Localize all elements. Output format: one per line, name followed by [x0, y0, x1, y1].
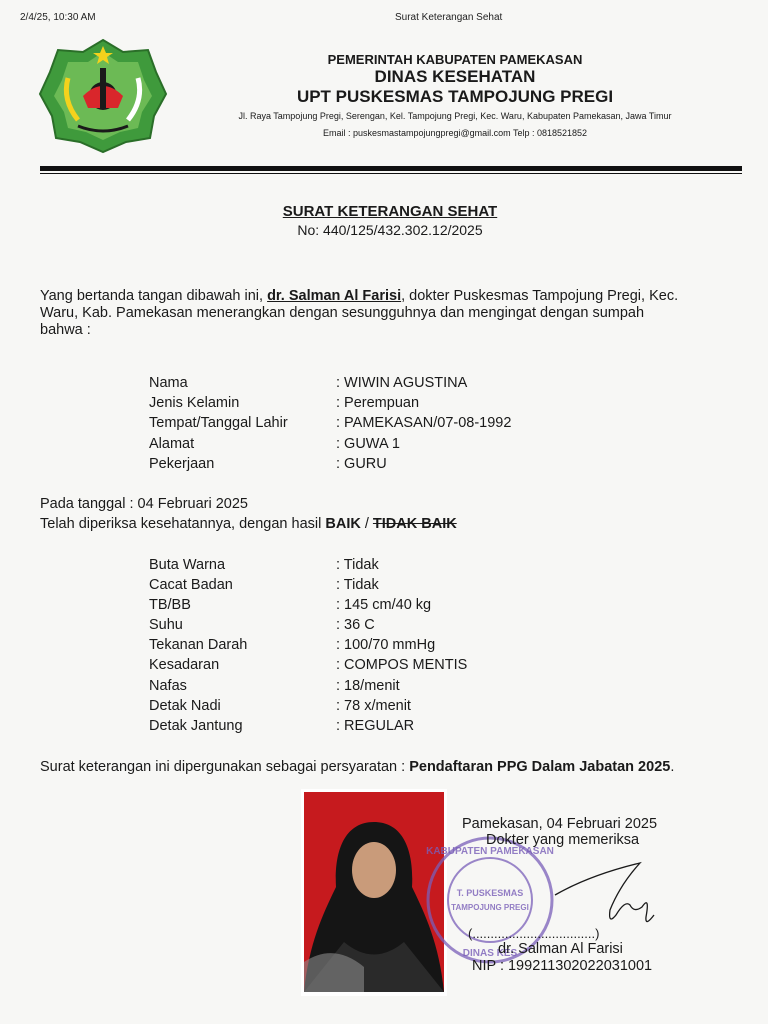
- identity-value: : GURU: [336, 456, 387, 472]
- health-value: : COMPOS MENTIS: [336, 657, 468, 673]
- kop-line1: PEMERINTAH KABUPATEN PAMEKASAN: [327, 52, 583, 67]
- health-value: : 78 x/menit: [336, 698, 411, 714]
- header-rule-thin: [40, 173, 742, 174]
- identity-value: : PAMEKASAN/07-08-1992: [336, 415, 512, 431]
- stamp-inner2: TAMPOJUNG PREGI: [451, 903, 529, 912]
- signer-name: dr. Salman Al Farisi: [498, 941, 623, 957]
- document-number: No: 440/125/432.302.12/2025: [297, 222, 483, 238]
- health-label: Tekanan Darah: [149, 637, 248, 653]
- identity-label: Alamat: [149, 436, 195, 452]
- regency-logo: [38, 38, 168, 154]
- health-label: Detak Nadi: [149, 698, 221, 714]
- result-good: BAIK: [325, 516, 361, 532]
- handwritten-signature: [550, 855, 670, 935]
- kop-line3: UPT PUSKESMAS TAMPOJUNG PREGI: [296, 87, 614, 106]
- sign-role: Dokter yang memeriksa: [486, 832, 640, 848]
- identity-label: Nama: [149, 375, 188, 391]
- identity-label: Tempat/Tanggal Lahir: [149, 415, 288, 431]
- stamp-inner1: T. PUSKESMAS: [456, 888, 524, 898]
- exam-result: Telah diperiksa kesehatannya, dengan hasil BAIK / TIDAK BAIK: [40, 516, 457, 532]
- kop-contact: Email : puskesmastampojungpregi@gmail.com Telp : 0818521852: [322, 128, 588, 138]
- health-value: : REGULAR: [336, 718, 415, 734]
- doctor-name: dr. Salman Al Farisi: [267, 288, 402, 304]
- kop-address: Jl. Raya Tampojung Pregi, Serengan, Kel. Tampojung Pregi, Kec. Waru, Kabupaten Pamekasan, Jawa Timur: [238, 111, 672, 121]
- sign-place-date: Pamekasan, 04 Februari 2025: [462, 816, 658, 832]
- exam-date: Pada tanggal : 04 Februari 2025: [40, 496, 248, 512]
- purpose-value: Pendaftaran PPG Dalam Jabatan 2025: [409, 759, 671, 775]
- identity-value: : Perempuan: [336, 395, 420, 411]
- header-rule-thick: [40, 166, 742, 171]
- identity-value: : WIWIN AGUSTINA: [336, 375, 468, 391]
- intro-paragraph: Yang bertanda tangan dibawah ini, dr. Salman Al Farisi, dokter Puskesmas Tampojung Pregi, Kec. Waru, Kab. Pamekasan menerangkan dengan sesungguhnya dan mengingat dengan sumpah bahwa :: [40, 288, 679, 338]
- health-label: TB/BB: [149, 597, 191, 613]
- health-label: Kesadaran: [149, 657, 220, 673]
- health-value: : Tidak: [336, 557, 379, 573]
- stamp-outer-bottom: DINAS KES: [462, 948, 518, 959]
- print-doc-title: Surat Keterangan Sehat: [395, 12, 503, 23]
- health-value: : 18/menit: [336, 678, 400, 694]
- health-value: : Tidak: [336, 577, 379, 593]
- kop-line2: DINAS KESEHATAN: [374, 67, 536, 86]
- purpose-line: Surat keterangan ini dipergunakan sebagai persyaratan : Pendaftaran PPG Dalam Jabatan 2025.: [40, 759, 675, 775]
- health-value: : 100/70 mmHg: [336, 637, 436, 653]
- result-bad: TIDAK BAIK: [372, 516, 457, 532]
- identity-label: Jenis Kelamin: [149, 395, 240, 411]
- identity-value: : GUWA 1: [336, 436, 400, 452]
- health-value: : 36 C: [336, 617, 375, 633]
- health-label: Detak Jantung: [149, 718, 243, 734]
- identity-label: Pekerjaan: [149, 456, 215, 472]
- health-label: Cacat Badan: [149, 577, 233, 593]
- signer-nip: NIP : 199211302022031001: [472, 958, 653, 974]
- print-datetime: 2/4/25, 10:30 AM: [20, 12, 96, 23]
- document-title: SURAT KETERANGAN SEHAT: [282, 203, 498, 220]
- health-value: : 145 cm/40 kg: [336, 597, 432, 613]
- health-label: Buta Warna: [149, 557, 226, 573]
- sign-dots: (..................................): [468, 926, 600, 941]
- health-label: Suhu: [149, 617, 183, 633]
- stamp-outer-top: KABUPATEN PAMEKASAN: [426, 846, 554, 857]
- health-label: Nafas: [149, 678, 187, 694]
